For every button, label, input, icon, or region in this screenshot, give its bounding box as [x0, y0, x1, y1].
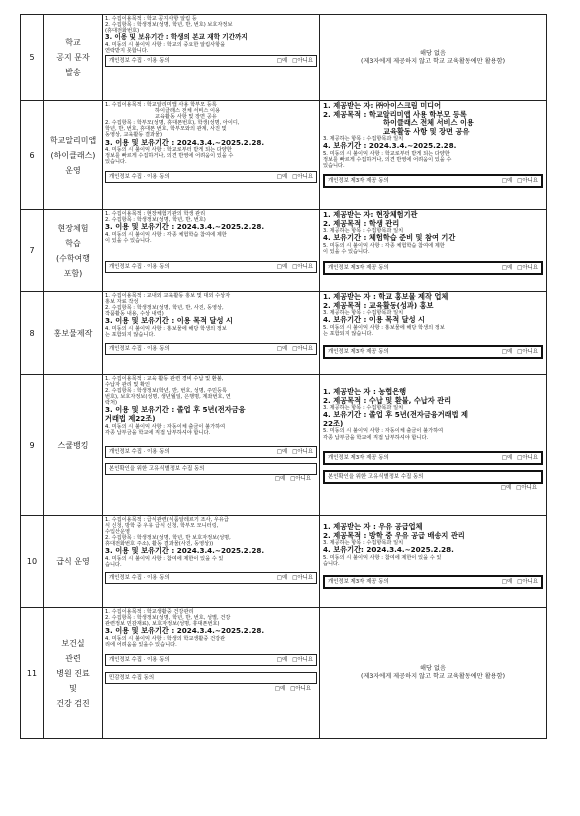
- yes-checkbox[interactable]: □예: [501, 178, 513, 185]
- collection-info: [103, 292, 320, 375]
- disadvantage-text: 4. 미동의 시 불이익 사항 : 각종 체험학습 참여에 제한: [105, 231, 227, 238]
- provision-purpose-text: 2. 제공목적 : 학생 관리: [323, 218, 400, 228]
- third-party-info: [320, 516, 547, 608]
- consent-label: 개인정보 수집 · 이용 동의: [109, 58, 170, 65]
- disadvantage-text: 4. 미동의 시 불이익 사항 : 홍보물에 해당 학생의 정보: [105, 325, 227, 332]
- consent-box: [105, 261, 317, 273]
- item-name-line: 병원 진료: [56, 668, 90, 678]
- yes-checkbox[interactable]: □예: [276, 657, 288, 664]
- disadvantage-text: 는 포함되지 않습니다.: [105, 332, 156, 339]
- collection-info: [103, 101, 320, 210]
- item-name-line: 운영: [65, 165, 81, 175]
- consent-label: 개인정보 제3자 제공 동의: [328, 349, 389, 356]
- none-text: 해당 없음: [420, 665, 446, 672]
- no-checkbox[interactable]: □아니요: [292, 58, 313, 65]
- disadvantage-text: 있습니다.: [105, 159, 127, 166]
- no-checkbox[interactable]: □아니요: [290, 686, 311, 693]
- item-name-line: 포함): [63, 268, 83, 278]
- disadvantage-text: 습니다.: [105, 562, 122, 569]
- consent-label: 개인정보 수집 · 이용 동의: [109, 448, 170, 455]
- disadvantage-text: 이 있을 수 있습니다.: [105, 237, 152, 244]
- disadvantage-text: 4. 미동의 시 불이익 사항 : 참여에 제한이 있을 수 있: [105, 556, 224, 563]
- provision-purpose-text: 2. 제공목적 : 학교알리미앱 사용 학부모 등록: [323, 109, 467, 119]
- retention-text: 3. 이용 및 보유기간 : 이용 목적 달성 시: [105, 316, 233, 326]
- items-text: 번호), 보호자정보(성명, 생년월일, 은행명, 계좌번호, 연: [105, 394, 231, 401]
- disadvantage-text: 정보를 빠르게 수집하거나, 의견 반영에 어려움이 있을 수: [105, 153, 234, 160]
- items-text: 2. 수집항목 : 학부모(성명, 휴대폰번호), 학생(성명, 아이디,: [105, 120, 240, 127]
- table-row: [21, 516, 547, 608]
- yes-checkbox[interactable]: □예: [500, 484, 512, 491]
- disadvantage-text: 각종 납부금을 학교에 직접 납부하셔야 합니다.: [105, 429, 211, 436]
- items-text: 동영상, 교육활동 결과물): [105, 132, 163, 139]
- consent-box: [323, 261, 543, 275]
- provision-purpose-text: 2. 제공목적 : 방학 중 우유 공급 배송지 관리: [323, 530, 465, 540]
- retention-text: 4. 보유기간 : 2024.3.4.~2025.2.28.: [323, 141, 457, 151]
- recipient-text: 1. 제공받는 자 : 우유 공급업체: [323, 522, 423, 531]
- item-name-line: 급식 운영: [56, 557, 90, 566]
- purpose-text: 홍보 자료 작성: [105, 299, 139, 306]
- disadvantage-text: 연락받지 못합니다.: [105, 47, 149, 54]
- yes-checkbox[interactable]: □예: [276, 58, 288, 65]
- consent-label: 개인정보 수집 · 이용 동의: [109, 263, 170, 270]
- yes-checkbox[interactable]: □예: [501, 454, 513, 461]
- no-checkbox[interactable]: □아니요: [292, 657, 313, 664]
- disadvantage-text: 5. 미동의 시 불이익 사항 : 자동이체 출금이 불가하여: [323, 428, 444, 435]
- no-checkbox[interactable]: □아니요: [292, 174, 313, 181]
- yes-checkbox[interactable]: □예: [276, 575, 288, 582]
- retention-text: 3. 이용 및 보유기간 : 2024.3.4.~2025.2.28.: [105, 546, 265, 556]
- consent-options: [105, 475, 317, 484]
- recipient-text: 1. 제공받는 자 : 농협은행: [323, 387, 407, 396]
- items-text: (휴대전화번호): [105, 28, 140, 35]
- yes-checkbox[interactable]: □예: [501, 579, 513, 586]
- retention-text: 3. 이용 및 보유기간 : 2024.3.4.~2025.2.28.: [105, 626, 265, 636]
- none-note: (제3자에게 제공하지 않고 학교 교육활동에만 활용함): [360, 673, 506, 680]
- item-name-line: 학교: [65, 38, 81, 47]
- disadvantage-text: 4. 미동의 시 불이익 사항 : 학교의 중요한 알림사항을: [105, 41, 226, 48]
- unique-id-consent-box: [323, 470, 543, 484]
- consent-label: 개인정보 제3자 제공 동의: [328, 579, 389, 586]
- third-party-info: [320, 608, 547, 739]
- consent-label: 본인확인을 위한 고유식별정보 수집 동의: [109, 465, 205, 472]
- no-checkbox[interactable]: □아니요: [292, 448, 313, 455]
- provided-items-text: 3. 제공하는 항목 : 수집항목과 일치: [323, 136, 404, 143]
- no-checkbox[interactable]: □아니요: [517, 265, 538, 272]
- items-text: 학년, 반, 번호, 휴대폰 번호, 학부모와의 관계, 사진 및: [105, 126, 227, 133]
- row-number: 7: [21, 210, 44, 292]
- third-party-info: [320, 375, 547, 516]
- no-checkbox[interactable]: □아니요: [517, 579, 538, 586]
- retention-text: 3. 이용 및 보유기간 : 2024.3.4.~2025.2.28.: [105, 222, 265, 232]
- disadvantage-text: 정보를 빠르게 수집하거나, 의견 반영에 어려움이 있을 수: [323, 157, 452, 164]
- retention-text: 4. 보유기간 : 졸업 후 5년(전자금융거래법 제: [323, 410, 468, 420]
- purpose-text: 수납자 관리 및 확인: [105, 382, 151, 389]
- purpose-text: 수입산운영: [105, 529, 131, 536]
- consent-label: 개인정보 제3자 제공 동의: [328, 454, 389, 461]
- consent-label: 본인확인을 위한 고유식별정보 수집 동의: [328, 473, 424, 480]
- item-name: [44, 375, 103, 516]
- consent-box: [105, 171, 317, 183]
- items-text: 2. 수집항목 : 학생정보(학년, 반, 번호, 성명, 주민등록: [105, 388, 228, 395]
- yes-checkbox[interactable]: □예: [276, 346, 288, 353]
- consent-box: [105, 654, 317, 666]
- disadvantage-text: 리에 어려움을 있을수 있습니다.: [105, 641, 177, 648]
- retention-text: 3. 이용 및 보유기간 : 학생의 본교 재학 기간까지: [105, 33, 248, 42]
- disadvantage-text: 4. 미동의 시 불이익 사항 : 학생의 학교생활중 건강관: [105, 635, 226, 642]
- retention-text: 거래법 제22조): [105, 414, 156, 424]
- disadvantage-text: 는 포함되지 않습니다.: [323, 330, 374, 337]
- item-name-line: 학습: [65, 238, 81, 248]
- purpose-text: 1. 수집이용목적 : 학교생활중 건강관리: [105, 609, 194, 615]
- consent-options: [323, 484, 543, 493]
- disadvantage-text: 5. 미동의 시 불이익 사항 : 각종 체험학습 참여에 제한: [323, 242, 445, 249]
- purpose-text: 1. 수집이용목적 : 교내외 교육활동 홍보 및 대외 수상자: [105, 293, 231, 299]
- no-checkbox[interactable]: □아니요: [292, 263, 313, 270]
- consent-box: [105, 343, 317, 355]
- item-name-line: 스쿨뱅킹: [57, 440, 89, 450]
- retention-text: 4. 보유기간 : 체험학습 준비 및 참여 기간: [323, 233, 456, 243]
- no-checkbox[interactable]: □아니요: [517, 349, 538, 356]
- consent-label: 개인정보 제3자 제공 동의: [328, 265, 389, 272]
- retention-text: 3. 이용 및 보유기간 : 2024.3.4.~2025.2.28.: [105, 137, 265, 147]
- purpose-text: 1. 수집이용목적 : 학교알리미앱 사용 학부모 등록: [105, 102, 217, 108]
- yes-checkbox[interactable]: □예: [276, 263, 288, 270]
- purpose-text: 식 신청, 방학 중 우유 급식 신청, 학부모 모니터링,: [105, 523, 219, 530]
- collection-info: [103, 210, 320, 292]
- items-text: 휴대전화번호 주소), 활동 결과물(사진, 동영상)): [105, 541, 214, 548]
- collection-info: [103, 15, 320, 101]
- consent-box: [323, 575, 543, 589]
- third-party-info: [320, 210, 547, 292]
- consent-box: [105, 55, 317, 67]
- third-party-info: [320, 101, 547, 210]
- yes-checkbox[interactable]: □예: [276, 174, 288, 181]
- items-text: 2. 수집항목 : 학생정보(성명, 학년, 반, 사진, 동영상,: [105, 305, 224, 312]
- table-row: [21, 608, 547, 739]
- consent-box: [323, 451, 543, 465]
- consent-label: 개인정보 수집 · 이용 동의: [109, 346, 170, 353]
- items-text: 작품활동 내용, 수상 내력): [105, 311, 164, 318]
- consent-box: [105, 572, 317, 584]
- third-party-info: [320, 292, 547, 375]
- item-name-line: 건강 검진: [56, 698, 90, 708]
- items-text: 락처): [105, 400, 118, 407]
- disadvantage-text: 있습니다.: [323, 163, 345, 170]
- provision-purpose-text: 2. 제공목적 : 수납 및 환불, 수납자 관리: [323, 395, 452, 405]
- item-name-line: 현장체험: [57, 223, 89, 233]
- no-checkbox[interactable]: □아니요: [290, 475, 311, 482]
- item-name-line: 학교알리미앱: [49, 135, 97, 145]
- items-text: 2. 수집항목 : 학생정보(성명, 학년, 반 보호자정보(성명,: [105, 535, 231, 542]
- provided-items-text: 3. 제공하는 항목 : 수집항목과 일치: [323, 228, 404, 235]
- disadvantage-text: 이 있을 수 있습니다.: [323, 248, 370, 255]
- item-name-line: 관련: [65, 653, 81, 663]
- retention-text: 22조): [323, 418, 344, 428]
- provision-purpose-text: 교육활동 사항 및 장면 공유: [383, 126, 470, 136]
- items-text: 관련정보 민감재료), 보호자정보(성명, 휴대폰번호): [105, 621, 220, 628]
- sensitive-info-consent-box: [105, 672, 317, 684]
- collection-info: [103, 608, 320, 739]
- provided-items-text: 3. 제공하는 항목 : 수집항목과 일치: [323, 310, 404, 317]
- disadvantage-text: 4. 미동의 시 불이익 사항 : 자동이체 출금이 불가하여: [105, 423, 226, 430]
- consent-label: 개인정보 수집 · 이용 동의: [109, 174, 170, 181]
- no-checkbox[interactable]: □아니요: [517, 454, 538, 461]
- provision-purpose-text: 2. 제공목적 : 교육활동(성과) 홍보: [323, 300, 434, 310]
- item-name: [44, 608, 103, 739]
- item-name-line: 및: [69, 683, 77, 693]
- none-note: (제3자에게 제공하지 않고 학교 교육활동에만 활용함): [360, 57, 506, 65]
- table-row: [21, 375, 547, 516]
- no-checkbox[interactable]: □아니요: [292, 575, 313, 582]
- recipient-text: 1. 제공받는 자: ㈜아이스크림 미디어: [323, 101, 442, 110]
- table-row: [21, 210, 547, 292]
- unique-id-consent-box: [105, 463, 317, 475]
- row-number: 11: [21, 608, 44, 739]
- purpose-text: 하이클래스 전체 서비스 이용: [155, 108, 221, 115]
- item-name-line: (하이클래스): [50, 150, 96, 160]
- disadvantage-text: 4. 미동의 시 불이익 사항 : 학교로부터 받게 되는 다양한: [105, 147, 232, 154]
- recipient-text: 1. 제공받는 자: 현장체험기관: [323, 210, 418, 219]
- item-name: [44, 101, 103, 210]
- items-text: 2. 수집항목 : 학생정보(성명, 학년, 반, 번호, 성별, 건강: [105, 615, 231, 622]
- provision-purpose-text: 하이클래스 전체 서비스 이용: [383, 118, 474, 128]
- disadvantage-text: 습니다.: [323, 560, 340, 567]
- disadvantage-text: 5. 미동의 시 불이익 사항 : 학교로부터 받게 되는 다양한: [323, 151, 450, 158]
- item-name: [44, 210, 103, 292]
- retention-text: 4. 보유기간 : 이용 목적 달성 시: [323, 315, 425, 325]
- yes-checkbox[interactable]: □예: [274, 475, 286, 482]
- collection-info: [103, 375, 320, 516]
- consent-label: 개인정보 수집 · 이용 동의: [109, 575, 170, 582]
- purpose-text: 1. 수집이용목적 : 학교 공지사항 알림 등: [105, 16, 197, 22]
- disadvantage-text: 5. 미동의 시 불이익 사항 : 홍보물에 해당 학생의 정보: [323, 324, 445, 331]
- item-name-line: 홍보물제작: [53, 328, 93, 338]
- consent-label: 민감정보 수집 동의: [109, 675, 155, 682]
- provided-items-text: 3. 제공하는 항목 : 수집항목과 일치: [323, 540, 404, 547]
- purpose-text: 교육활동 사항 및 장면 공유: [155, 114, 217, 121]
- row-number: 10: [21, 516, 44, 608]
- table-row: [21, 15, 547, 101]
- row-number: 8: [21, 292, 44, 375]
- purpose-text: 1. 수집이용목적 : 급식관련(식품알레르기 조사, 우유급: [105, 517, 229, 523]
- consent-box: [323, 345, 543, 359]
- retention-text: 4. 보유기간: 2024.3.4.~2025.2.28.: [323, 545, 454, 555]
- table-row: [21, 101, 547, 210]
- no-checkbox[interactable]: □아니요: [517, 178, 538, 185]
- row-number: 6: [21, 101, 44, 210]
- consent-label: 개인정보 제3자 제공 동의: [328, 178, 389, 185]
- item-name-line: 발송: [65, 68, 81, 77]
- consent-box: [323, 174, 543, 188]
- item-name-line: 공지 문자: [56, 53, 90, 62]
- item-name-line: 보건실: [61, 638, 85, 648]
- third-party-info: [320, 15, 547, 101]
- consent-box: [105, 446, 317, 458]
- yes-checkbox[interactable]: □예: [501, 265, 513, 272]
- items-text: 2. 수집항목 : 학생정보(성명, 학년, 반, 번호) 보호자정보: [105, 22, 233, 29]
- disadvantage-text: 5. 미동의 시 불이익 사항 : 참여에 제한이 있을 수 있: [323, 554, 442, 561]
- retention-text: 3. 이용 및 보유기간 : 졸업 후 5년(전자금융: [105, 405, 246, 415]
- items-text: 2. 수집항목 : 학생정보(성명, 학년, 반, 번호): [105, 217, 206, 224]
- collection-info: [103, 516, 320, 608]
- consent-table: [20, 14, 547, 739]
- none-text: 해당 없음: [420, 49, 446, 57]
- no-checkbox[interactable]: □아니요: [516, 484, 537, 491]
- no-checkbox[interactable]: □아니요: [292, 346, 313, 353]
- item-name-line: (수학여행: [55, 253, 91, 263]
- item-name: [44, 15, 103, 101]
- purpose-text: 1. 수집이용목적 : 현장체험기관의 학생 관리: [105, 211, 206, 217]
- item-name: [44, 516, 103, 608]
- row-number: 9: [21, 375, 44, 516]
- recipient-text: 1. 제공받는 자 : 학교 홍보물 제작 업체: [323, 292, 449, 301]
- item-name: [44, 292, 103, 375]
- consent-options: [105, 684, 317, 694]
- table-row: [21, 292, 547, 375]
- purpose-text: 1. 수집이용목적 : 교육 활동 관련 경비 수납 및 환불,: [105, 376, 224, 382]
- row-number: 5: [21, 15, 44, 101]
- disadvantage-text: 각종 납부금을 학교에 직접 납부하셔야 합니다.: [323, 434, 429, 441]
- yes-checkbox[interactable]: □예: [274, 686, 286, 693]
- yes-checkbox[interactable]: □예: [501, 349, 513, 356]
- yes-checkbox[interactable]: □예: [276, 448, 288, 455]
- consent-label: 개인정보 수집 · 이용 동의: [109, 657, 170, 664]
- provided-items-text: 3. 제공하는 항목 : 수집항목과 일치: [323, 405, 404, 412]
